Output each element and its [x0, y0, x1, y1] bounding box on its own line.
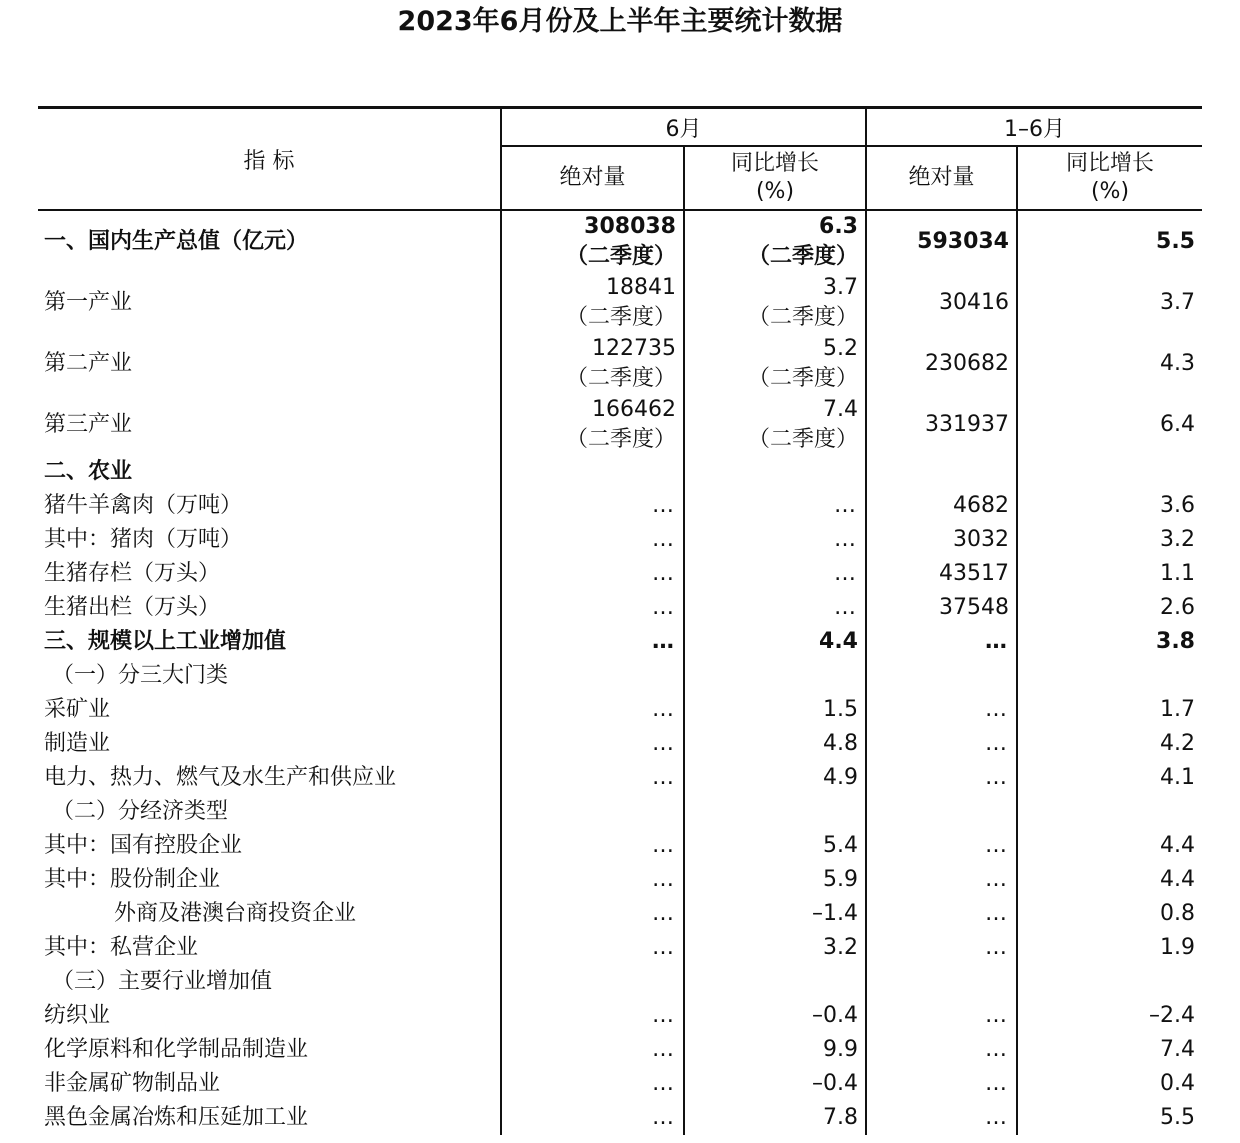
june-yoy-cell: 7.8 [684, 1101, 866, 1135]
table-row [38, 999, 1202, 1033]
june-absolute-cell [501, 455, 684, 489]
ytd-yoy-cell: 2.6 [1017, 591, 1202, 625]
june-yoy-cell: 1.5 [684, 693, 866, 727]
table-row [38, 625, 1202, 659]
june-yoy-cell: 5.2 （二季度） [684, 333, 866, 394]
june-yoy-cell: –1.4 [684, 897, 866, 931]
table-row [38, 965, 1202, 999]
ytd-yoy-cell [1017, 455, 1202, 489]
ytd-yoy-cell: 4.2 [1017, 727, 1202, 761]
june-yoy-cell: 5.4 [684, 829, 866, 863]
june-yoy-cell: 4.9 [684, 761, 866, 795]
row-label: 第三产业 [44, 411, 133, 437]
ytd-absolute-cell: 331937 [866, 394, 1017, 455]
row-label: 第二产业 [44, 350, 133, 376]
header-ytd-yoy: 同比增长 (%) [1017, 146, 1202, 210]
june-yoy-cell [684, 965, 866, 999]
ytd-yoy-cell: 5.5 [1017, 210, 1202, 272]
ytd-yoy-cell: –2.4 [1017, 999, 1202, 1033]
ytd-absolute-cell: 230682 [866, 333, 1017, 394]
june-absolute-cell: … [501, 1101, 684, 1135]
ytd-yoy-cell: 7.4 [1017, 1033, 1202, 1067]
june-yoy-cell: 6.3 （二季度） [684, 210, 866, 272]
ytd-absolute-cell: … [866, 931, 1017, 965]
row-label: 其中：私营企业 [44, 935, 199, 960]
ytd-yoy-cell [1017, 659, 1202, 693]
june-yoy-cell: 9.9 [684, 1033, 866, 1067]
ytd-absolute-cell: … [866, 863, 1017, 897]
ytd-absolute-cell: … [866, 897, 1017, 931]
june-absolute-cell: … [501, 489, 684, 523]
table-row [38, 1101, 1202, 1135]
row-label: 电力、热力、燃气及水生产和供应业 [44, 765, 397, 790]
june-absolute-cell: … [501, 1067, 684, 1101]
table-row [38, 1033, 1202, 1067]
june-yoy-cell: 7.4 （二季度） [684, 394, 866, 455]
june-yoy-cell: –0.4 [684, 999, 866, 1033]
june-absolute-cell [501, 795, 684, 829]
june-yoy-cell: 5.9 [684, 863, 866, 897]
ytd-absolute-cell: 3032 [866, 523, 1017, 557]
june-absolute-cell: … [501, 727, 684, 761]
june-yoy-cell [684, 455, 866, 489]
june-absolute-cell: 308038 （二季度） [501, 210, 684, 272]
ytd-yoy-cell: 3.7 [1017, 272, 1202, 333]
header-june: 6月 [501, 108, 866, 147]
table-row [38, 693, 1202, 727]
table-body [38, 210, 1202, 1135]
ytd-absolute-cell [866, 659, 1017, 693]
table-row [38, 523, 1202, 557]
row-label: 非金属矿物制品业 [44, 1071, 221, 1096]
june-yoy-cell: … [684, 591, 866, 625]
june-absolute-cell: … [501, 931, 684, 965]
table-row [38, 455, 1202, 489]
june-absolute-cell: … [501, 761, 684, 795]
ytd-absolute-cell: … [866, 727, 1017, 761]
june-absolute-cell: … [501, 693, 684, 727]
table-row [38, 727, 1202, 761]
row-label: 生猪出栏（万头） [44, 595, 221, 620]
june-yoy-cell: 4.4 [684, 625, 866, 659]
june-absolute-cell: … [501, 591, 684, 625]
ytd-yoy-cell: 6.4 [1017, 394, 1202, 455]
table-row [38, 591, 1202, 625]
june-yoy-cell: 3.2 [684, 931, 866, 965]
table-row [38, 557, 1202, 591]
row-label: 黑色金属冶炼和压延加工业 [44, 1105, 309, 1130]
june-absolute-cell [501, 965, 684, 999]
ytd-yoy-cell: 0.8 [1017, 897, 1202, 931]
row-label: 其中：国有控股企业 [44, 833, 243, 858]
table-row [38, 863, 1202, 897]
row-label: （二）分经济类型 [52, 799, 229, 824]
header-indicator: 指 标 [38, 108, 501, 211]
june-yoy-cell: –0.4 [684, 1067, 866, 1101]
june-absolute-cell: 122735 （二季度） [501, 333, 684, 394]
row-label: （三）主要行业增加值 [52, 969, 273, 994]
table-row [38, 394, 1202, 455]
ytd-yoy-cell: 0.4 [1017, 1067, 1202, 1101]
row-label: 三、规模以上工业增加值 [44, 629, 287, 654]
ytd-absolute-cell: 593034 [866, 210, 1017, 272]
ytd-absolute-cell: … [866, 761, 1017, 795]
ytd-yoy-cell: 1.1 [1017, 557, 1202, 591]
ytd-absolute-cell: … [866, 1033, 1017, 1067]
ytd-yoy-cell [1017, 795, 1202, 829]
ytd-yoy-cell: 1.9 [1017, 931, 1202, 965]
row-label: 采矿业 [44, 697, 111, 722]
june-absolute-cell: 18841 （二季度） [501, 272, 684, 333]
ytd-yoy-cell: 4.4 [1017, 829, 1202, 863]
june-yoy-cell [684, 795, 866, 829]
ytd-yoy-cell [1017, 965, 1202, 999]
june-absolute-cell: … [501, 999, 684, 1033]
ytd-absolute-cell [866, 965, 1017, 999]
table-row [38, 272, 1202, 333]
row-label: 二、农业 [44, 459, 133, 484]
table-row [38, 829, 1202, 863]
ytd-absolute-cell: 4682 [866, 489, 1017, 523]
june-absolute-cell: … [501, 625, 684, 659]
row-label: （一）分三大门类 [52, 663, 229, 688]
row-label: 一、国内生产总值（亿元） [44, 228, 309, 254]
ytd-absolute-cell: 37548 [866, 591, 1017, 625]
june-absolute-cell: … [501, 829, 684, 863]
row-label: 制造业 [44, 731, 111, 756]
ytd-absolute-cell [866, 455, 1017, 489]
table-row [38, 761, 1202, 795]
table-row [38, 897, 1202, 931]
june-absolute-cell [501, 659, 684, 693]
table-row [38, 659, 1202, 693]
ytd-yoy-cell: 3.2 [1017, 523, 1202, 557]
row-label: 其中：股份制企业 [44, 867, 221, 892]
header-june-absolute: 绝对量 [501, 146, 684, 210]
ytd-absolute-cell: … [866, 1101, 1017, 1135]
june-yoy-cell: … [684, 557, 866, 591]
header-june-yoy: 同比增长 (%) [684, 146, 866, 210]
ytd-yoy-cell: 4.1 [1017, 761, 1202, 795]
ytd-absolute-cell: … [866, 829, 1017, 863]
ytd-yoy-cell: 4.4 [1017, 863, 1202, 897]
row-label: 化学原料和化学制品制造业 [44, 1037, 309, 1062]
header-ytd-absolute: 绝对量 [866, 146, 1017, 210]
row-label: 外商及港澳台商投资企业 [114, 901, 357, 926]
june-yoy-cell: … [684, 523, 866, 557]
ytd-absolute-cell: … [866, 999, 1017, 1033]
ytd-yoy-cell: 4.3 [1017, 333, 1202, 394]
table-row [38, 1067, 1202, 1101]
row-label: 其中：猪肉（万吨） [44, 527, 243, 552]
june-yoy-cell: … [684, 489, 866, 523]
table-row [38, 210, 1202, 272]
row-label: 纺织业 [44, 1003, 111, 1028]
ytd-absolute-cell: … [866, 693, 1017, 727]
june-absolute-cell: … [501, 523, 684, 557]
table-row [38, 333, 1202, 394]
header-jan-june: 1–6月 [866, 108, 1202, 147]
stats-table [38, 106, 1202, 1135]
june-absolute-cell: 166462 （二季度） [501, 394, 684, 455]
table-row [38, 931, 1202, 965]
june-yoy-cell [684, 659, 866, 693]
june-absolute-cell: … [501, 1033, 684, 1067]
ytd-yoy-cell: 3.6 [1017, 489, 1202, 523]
page-title: 2023年6月份及上半年主要统计数据 [397, 6, 843, 37]
row-label: 第一产业 [44, 289, 133, 315]
ytd-absolute-cell [866, 795, 1017, 829]
table-header [38, 108, 1202, 211]
june-absolute-cell: … [501, 863, 684, 897]
june-yoy-cell: 3.7 （二季度） [684, 272, 866, 333]
ytd-yoy-cell: 3.8 [1017, 625, 1202, 659]
june-absolute-cell: … [501, 897, 684, 931]
ytd-absolute-cell: … [866, 625, 1017, 659]
row-label: 生猪存栏（万头） [44, 561, 221, 586]
june-yoy-cell: 4.8 [684, 727, 866, 761]
table-row [38, 795, 1202, 829]
ytd-absolute-cell: 30416 [866, 272, 1017, 333]
ytd-yoy-cell: 1.7 [1017, 693, 1202, 727]
june-absolute-cell: … [501, 557, 684, 591]
table-row [38, 489, 1202, 523]
ytd-yoy-cell: 5.5 [1017, 1101, 1202, 1135]
ytd-absolute-cell: 43517 [866, 557, 1017, 591]
row-label: 猪牛羊禽肉（万吨） [44, 493, 243, 518]
ytd-absolute-cell: … [866, 1067, 1017, 1101]
